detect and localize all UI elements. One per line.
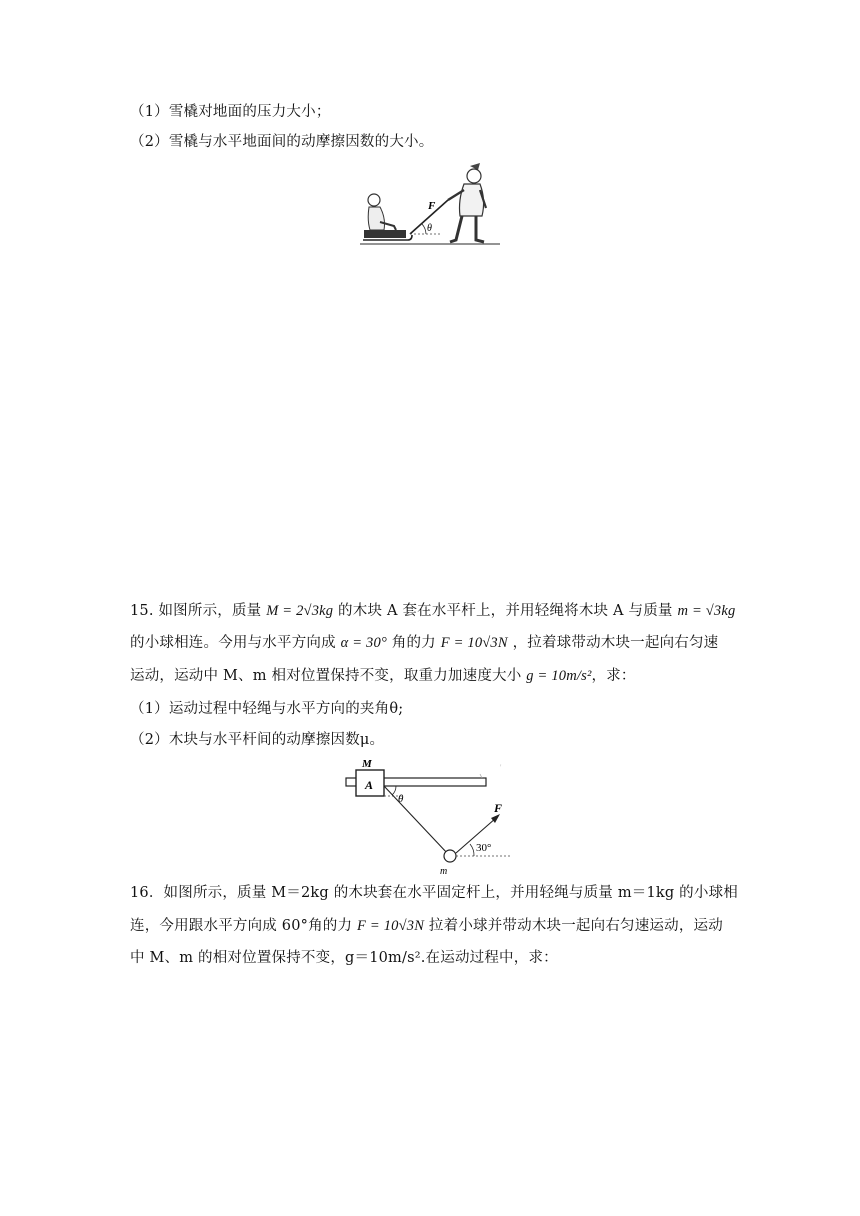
q15-text: 的小球相连。今用与水平方向成 xyxy=(130,635,341,651)
q16-line-2 xyxy=(130,916,723,936)
ball xyxy=(444,850,456,862)
q15-force-F: F = 10√3N xyxy=(440,635,508,651)
q15-sub2: （2）木块与水平杆间的动摩擦因数μ。 xyxy=(130,732,385,748)
q15-gravity-g: g = 10m/s² xyxy=(526,668,592,684)
q16-line-1: 16．如图所示，质量 M＝2kg 的木块套在水平固定杆上，并用轻绳与质量 m＝1kg 的小球相 xyxy=(130,885,738,901)
q15-line-3 xyxy=(130,666,636,686)
q16-text: 连，今用跟水平方向成 60°角的力 xyxy=(130,918,358,934)
q16-line-3: 中 M、m 的相对位置保持不变，g＝10m/s².在运动过程中，求： xyxy=(130,950,558,966)
angle-theta-label: θ xyxy=(427,223,432,234)
force-f-label: F xyxy=(428,200,436,212)
sled xyxy=(363,230,412,240)
q14-sub2: （2）雪橇与水平地面间的动摩擦因数的大小。 xyxy=(130,134,434,150)
q15-text: 的木块 A 套在水平杆上，并用轻绳将木块 A 与质量 xyxy=(333,603,678,619)
q15-line-1 xyxy=(130,601,735,621)
q15-text: ，求： xyxy=(591,668,636,684)
rod-block-figure xyxy=(340,756,520,876)
q15-sub1: （1）运动过程中轻绳与水平方向的夹角θ; xyxy=(130,701,404,717)
mass-m-upper-label: M xyxy=(362,758,372,770)
force-f-label: F xyxy=(494,801,503,815)
child-icon xyxy=(368,194,396,230)
sled-figure xyxy=(360,160,500,250)
q14-sub1: （1）雪橇对地面的压力大小； xyxy=(130,104,331,120)
q15-mass-m: m = √3kg xyxy=(677,603,736,619)
angle-theta-label: θ xyxy=(398,793,404,805)
q16-force-F: F = 10√3N xyxy=(357,918,425,934)
rope xyxy=(384,786,448,854)
q15-text: 15. 如图所示，质量 xyxy=(130,603,267,619)
q15-angle-alpha: α = 30° xyxy=(340,635,387,651)
faint-mark: ' xyxy=(500,763,502,772)
q15-text: ，拉着球带动木块一起向右匀速 xyxy=(507,635,719,651)
adult-icon xyxy=(448,163,486,242)
q15-text: 运动，运动中 M、m 相对位置保持不变，取重力加速度大小 xyxy=(130,668,527,684)
angle-30-label: 30° xyxy=(476,842,492,854)
ball-m-label: m xyxy=(440,866,448,876)
q16-text: 拉着小球并带动木块一起向右匀速运动，运动 xyxy=(424,918,723,934)
q15-mass-M: M = 2√3kg xyxy=(266,603,334,619)
block-a-label: A xyxy=(365,778,374,792)
q15-text: 角的力 xyxy=(386,635,441,651)
q15-line-2 xyxy=(130,633,718,653)
